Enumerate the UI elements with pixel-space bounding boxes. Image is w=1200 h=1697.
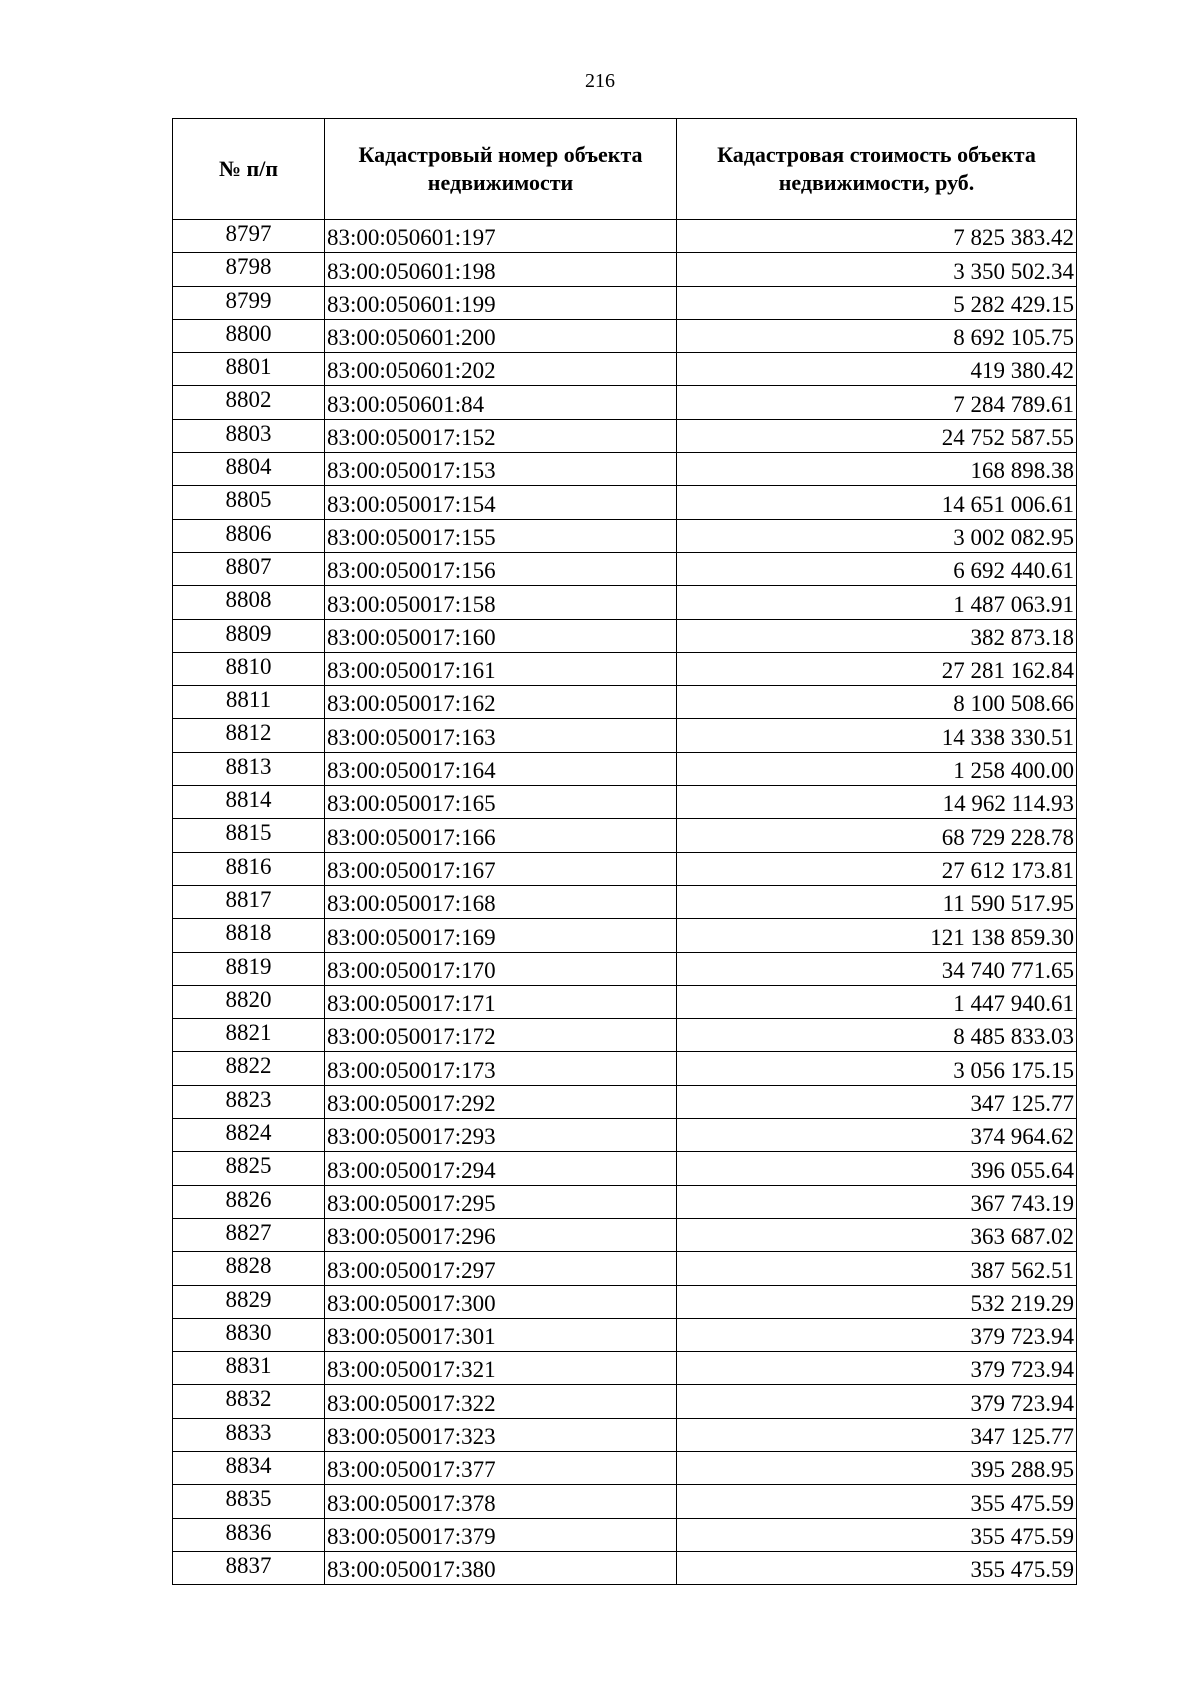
row-number-cell: 8828 [173,1252,325,1285]
row-number-cell: 8831 [173,1352,325,1385]
cadastral-number-cell: 83:00:050601:199 [325,286,677,319]
table-row [173,1052,1077,1085]
cadastral-value-cell: 367 743.19 [677,1185,1077,1218]
cadastral-number-cell: 83:00:050017:163 [325,719,677,752]
row-number-cell: 8801 [173,353,325,386]
table-row [173,1318,1077,1351]
table-row [173,286,1077,319]
cadastral-number-cell: 83:00:050017:154 [325,486,677,519]
table-row [173,819,1077,852]
row-number-cell: 8819 [173,952,325,985]
cadastral-number-cell: 83:00:050017:322 [325,1385,677,1418]
table-row [173,1252,1077,1285]
cadastral-value-cell: 11 590 517.95 [677,885,1077,918]
row-number-cell: 8800 [173,319,325,352]
cadastral-value-cell: 27 612 173.81 [677,852,1077,885]
cadastral-value-cell: 14 651 006.61 [677,486,1077,519]
cadastral-value-cell: 419 380.42 [677,353,1077,386]
table-header [173,119,1077,220]
row-number-cell: 8804 [173,453,325,486]
row-number-cell: 8823 [173,1085,325,1118]
cadastral-number-cell: 83:00:050017:377 [325,1451,677,1484]
row-number-cell: 8818 [173,919,325,952]
cadastral-number-cell: 83:00:050601:197 [325,220,677,253]
cadastral-value-cell: 14 962 114.93 [677,786,1077,819]
row-number-cell: 8797 [173,220,325,253]
cadastral-value-cell: 3 056 175.15 [677,1052,1077,1085]
cadastral-number-cell: 83:00:050017:158 [325,586,677,619]
cadastral-number-cell: 83:00:050017:162 [325,686,677,719]
table-row [173,1185,1077,1218]
table-row [173,1019,1077,1052]
header-row-number: № п/п [173,119,325,220]
table-row [173,253,1077,286]
cadastral-value-cell: 355 475.59 [677,1518,1077,1551]
table-row [173,1551,1077,1584]
table-row [173,1385,1077,1418]
cadastral-number-cell: 83:00:050017:172 [325,1019,677,1052]
cadastral-value-cell: 1 447 940.61 [677,985,1077,1018]
table-row [173,652,1077,685]
row-number-cell: 8820 [173,985,325,1018]
table-row [173,752,1077,785]
cadastral-number-cell: 83:00:050017:164 [325,752,677,785]
row-number-cell: 8813 [173,752,325,785]
cadastral-value-cell: 347 125.77 [677,1418,1077,1451]
cadastral-number-cell: 83:00:050017:160 [325,619,677,652]
table-row [173,686,1077,719]
row-number-cell: 8822 [173,1052,325,1085]
header-row [173,119,1077,220]
row-number-cell: 8836 [173,1518,325,1551]
table-row [173,319,1077,352]
row-number-cell: 8824 [173,1119,325,1152]
table-row [173,419,1077,452]
cadastral-value-cell: 1 258 400.00 [677,752,1077,785]
cadastral-number-cell: 83:00:050017:165 [325,786,677,819]
row-number-cell: 8810 [173,652,325,685]
cadastral-value-cell: 396 055.64 [677,1152,1077,1185]
row-number-cell: 8816 [173,852,325,885]
cadastral-value-cell: 24 752 587.55 [677,419,1077,452]
table-row [173,1518,1077,1551]
cadastral-number-cell: 83:00:050017:297 [325,1252,677,1285]
cadastral-number-cell: 83:00:050017:296 [325,1218,677,1251]
row-number-cell: 8830 [173,1318,325,1351]
row-number-cell: 8802 [173,386,325,419]
cadastral-number-cell: 83:00:050017:380 [325,1551,677,1584]
table-row [173,1285,1077,1318]
row-number-cell: 8807 [173,552,325,585]
table-row [173,486,1077,519]
page-number: 216 [585,70,615,92]
row-number-cell: 8837 [173,1551,325,1584]
cadastral-number-cell: 83:00:050017:321 [325,1352,677,1385]
table-row [173,1418,1077,1451]
cadastral-value-cell: 382 873.18 [677,619,1077,652]
cadastral-value-cell: 8 692 105.75 [677,319,1077,352]
row-number-cell: 8827 [173,1218,325,1251]
cadastral-number-cell: 83:00:050017:168 [325,885,677,918]
table-row [173,386,1077,419]
row-number-cell: 8799 [173,286,325,319]
cadastral-number-cell: 83:00:050017:152 [325,419,677,452]
row-number-cell: 8798 [173,253,325,286]
cadastral-value-cell: 6 692 440.61 [677,552,1077,585]
cadastral-value-cell: 347 125.77 [677,1085,1077,1118]
cadastral-value-cell: 379 723.94 [677,1352,1077,1385]
table-body [173,220,1077,1585]
cadastral-value-table [172,118,1077,1585]
cadastral-number-cell: 83:00:050017:295 [325,1185,677,1218]
table-row [173,519,1077,552]
cadastral-number-cell: 83:00:050017:378 [325,1485,677,1518]
cadastral-value-cell: 168 898.38 [677,453,1077,486]
table-row [173,1152,1077,1185]
row-number-cell: 8835 [173,1485,325,1518]
cadastral-value-cell: 355 475.59 [677,1485,1077,1518]
table-row [173,353,1077,386]
cadastral-value-cell: 7 825 383.42 [677,220,1077,253]
cadastral-value-cell: 14 338 330.51 [677,719,1077,752]
cadastral-number-cell: 83:00:050017:323 [325,1418,677,1451]
row-number-cell: 8817 [173,885,325,918]
row-number-cell: 8812 [173,719,325,752]
cadastral-value-cell: 7 284 789.61 [677,386,1077,419]
row-number-cell: 8815 [173,819,325,852]
cadastral-value-cell: 121 138 859.30 [677,919,1077,952]
table-row [173,786,1077,819]
table-row [173,1485,1077,1518]
cadastral-number-cell: 83:00:050017:169 [325,919,677,952]
cadastral-number-cell: 83:00:050017:161 [325,652,677,685]
row-number-cell: 8825 [173,1152,325,1185]
cadastral-value-cell: 34 740 771.65 [677,952,1077,985]
table-row [173,919,1077,952]
cadastral-number-cell: 83:00:050601:202 [325,353,677,386]
cadastral-number-cell: 83:00:050017:292 [325,1085,677,1118]
header-cadastral-number: Кадастровый номер объекта недвижимости [325,119,677,220]
header-cadastral-value: Кадастровая стоимость объекта недвижимости, руб. [677,119,1077,220]
cadastral-value-cell: 3 350 502.34 [677,253,1077,286]
table-row [173,586,1077,619]
cadastral-number-cell: 83:00:050017:294 [325,1152,677,1185]
cadastral-number-cell: 83:00:050017:167 [325,852,677,885]
table-row [173,1451,1077,1484]
cadastral-value-cell: 5 282 429.15 [677,286,1077,319]
cadastral-number-cell: 83:00:050601:200 [325,319,677,352]
cadastral-number-cell: 83:00:050017:166 [325,819,677,852]
cadastral-value-cell: 8 485 833.03 [677,1019,1077,1052]
table-row [173,852,1077,885]
row-number-cell: 8811 [173,686,325,719]
table-row [173,1085,1077,1118]
cadastral-number-cell: 83:00:050017:379 [325,1518,677,1551]
table-row [173,719,1077,752]
cadastral-number-cell: 83:00:050017:170 [325,952,677,985]
table-row [173,552,1077,585]
cadastral-value-cell: 395 288.95 [677,1451,1077,1484]
cadastral-value-cell: 8 100 508.66 [677,686,1077,719]
cadastral-number-cell: 83:00:050601:198 [325,253,677,286]
cadastral-number-cell: 83:00:050017:173 [325,1052,677,1085]
cadastral-number-cell: 83:00:050601:84 [325,386,677,419]
table-row [173,985,1077,1018]
cadastral-number-cell: 83:00:050017:155 [325,519,677,552]
row-number-cell: 8833 [173,1418,325,1451]
row-number-cell: 8805 [173,486,325,519]
table-row [173,1119,1077,1152]
row-number-cell: 8808 [173,586,325,619]
cadastral-number-cell: 83:00:050017:301 [325,1318,677,1351]
cadastral-value-cell: 355 475.59 [677,1551,1077,1584]
cadastral-number-cell: 83:00:050017:293 [325,1119,677,1152]
cadastral-value-cell: 374 964.62 [677,1119,1077,1152]
row-number-cell: 8806 [173,519,325,552]
table-row [173,453,1077,486]
cadastral-value-cell: 532 219.29 [677,1285,1077,1318]
table-row [173,220,1077,253]
cadastral-value-cell: 27 281 162.84 [677,652,1077,685]
cadastral-value-cell: 363 687.02 [677,1218,1077,1251]
row-number-cell: 8814 [173,786,325,819]
row-number-cell: 8821 [173,1019,325,1052]
row-number-cell: 8809 [173,619,325,652]
row-number-cell: 8829 [173,1285,325,1318]
cadastral-value-cell: 1 487 063.91 [677,586,1077,619]
row-number-cell: 8826 [173,1185,325,1218]
cadastral-number-cell: 83:00:050017:156 [325,552,677,585]
table-row [173,1218,1077,1251]
table-row [173,952,1077,985]
cadastral-value-cell: 387 562.51 [677,1252,1077,1285]
cadastral-number-cell: 83:00:050017:171 [325,985,677,1018]
row-number-cell: 8832 [173,1385,325,1418]
table-row [173,619,1077,652]
cadastral-value-cell: 379 723.94 [677,1385,1077,1418]
table-row [173,885,1077,918]
table-row [173,1352,1077,1385]
cadastral-number-cell: 83:00:050017:300 [325,1285,677,1318]
cadastral-value-cell: 379 723.94 [677,1318,1077,1351]
cadastral-value-cell: 3 002 082.95 [677,519,1077,552]
row-number-cell: 8803 [173,419,325,452]
cadastral-number-cell: 83:00:050017:153 [325,453,677,486]
row-number-cell: 8834 [173,1451,325,1484]
cadastral-value-cell: 68 729 228.78 [677,819,1077,852]
